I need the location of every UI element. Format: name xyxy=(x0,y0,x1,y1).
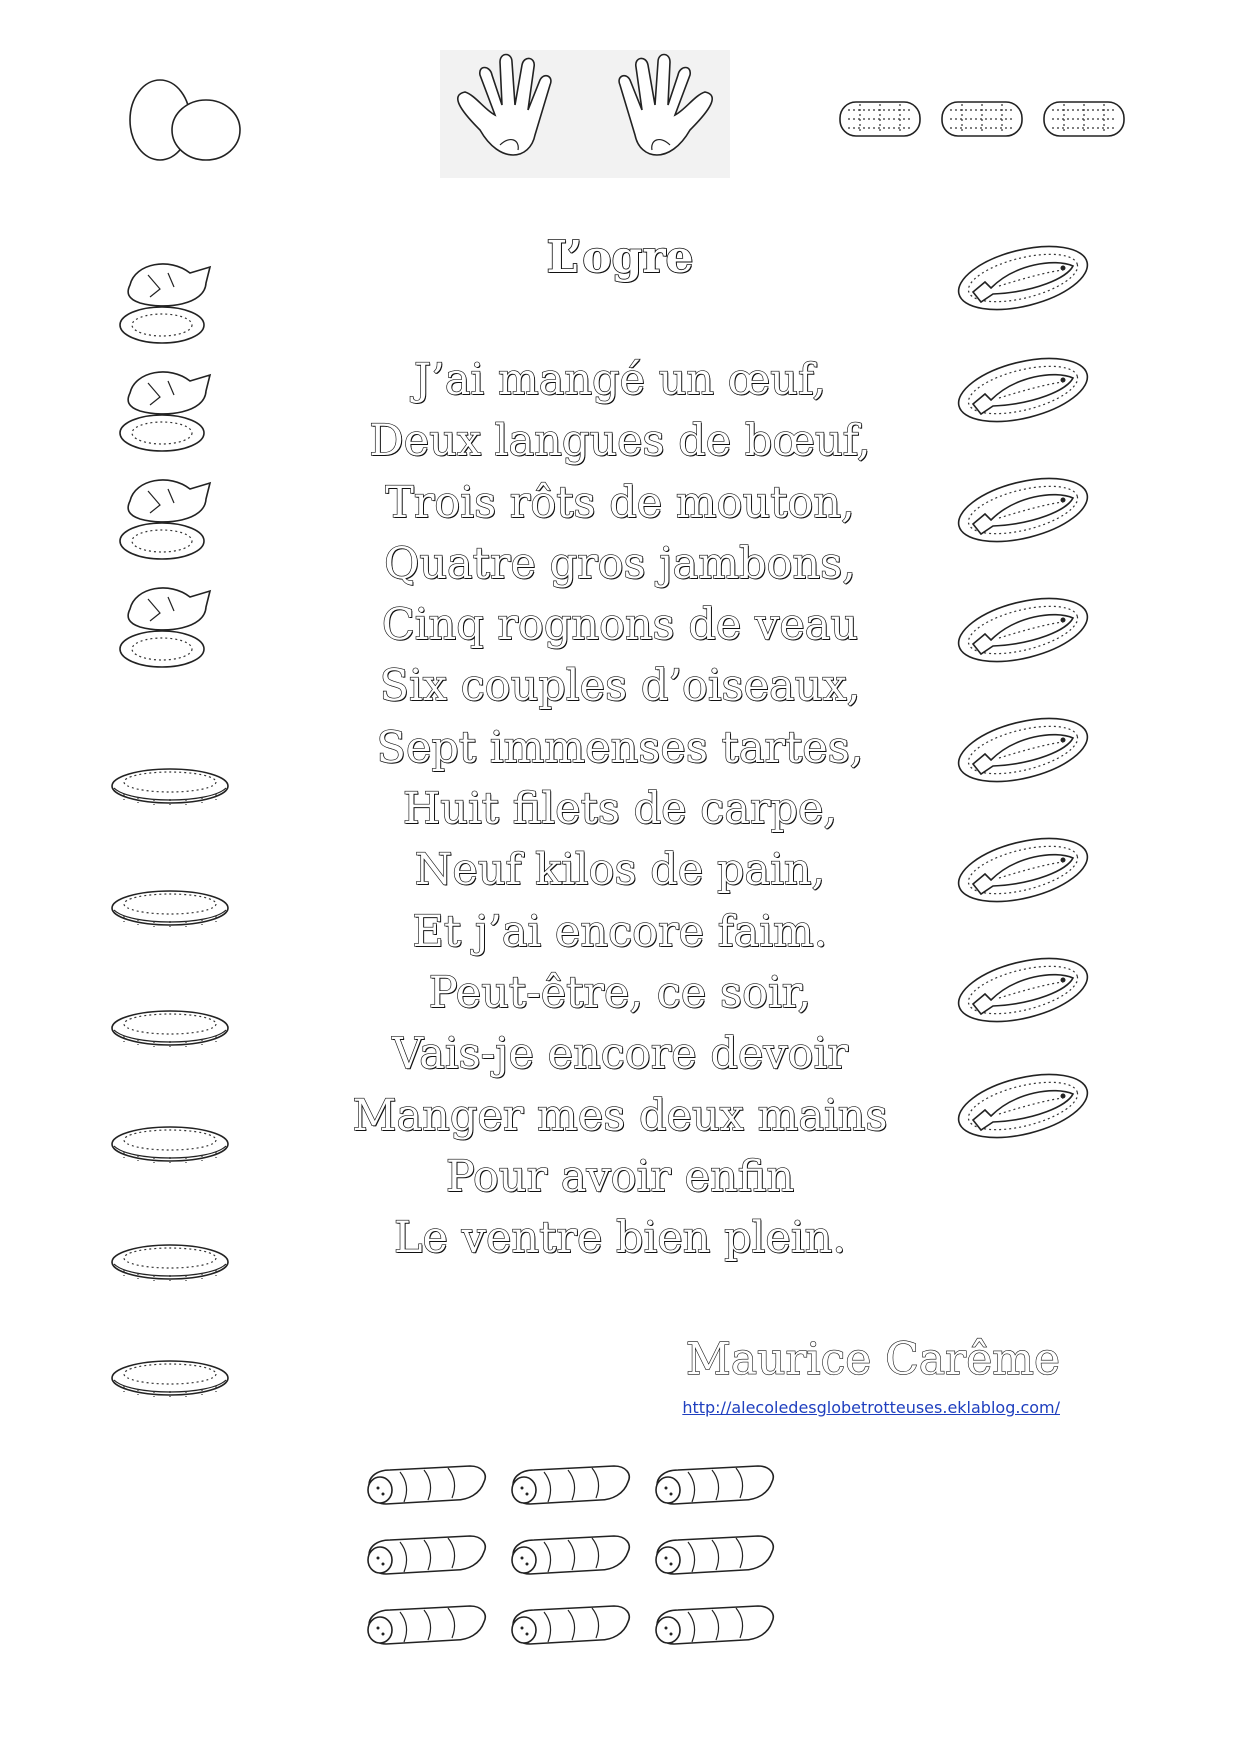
source-link[interactable]: http://alecoledesglobetrotteuses.eklablog.com/ xyxy=(682,1398,1060,1417)
poem-body xyxy=(300,350,940,1269)
bread-loaf-icon xyxy=(360,1600,490,1650)
poem-line: Cinq rognons de veau xyxy=(381,600,859,651)
fish-plate-icon xyxy=(955,592,1095,667)
bread-loaf-icon xyxy=(504,1460,634,1510)
bread-loaf-icon xyxy=(648,1600,778,1650)
bread-loaf-icon xyxy=(504,1530,634,1580)
tart-icon xyxy=(110,1352,235,1400)
poem-line: Trois rôts de mouton, xyxy=(385,477,855,528)
poem-line: Sept immenses tartes, xyxy=(376,722,864,773)
tart-icon xyxy=(110,1118,235,1166)
fish-plate-icon xyxy=(955,1068,1095,1143)
poem-line: Peut-être, ce soir, xyxy=(428,967,812,1018)
fish-plate-icon xyxy=(955,952,1095,1027)
poem-line: J’ai mangé un œuf, xyxy=(413,355,827,405)
poem-line: Six couples d’oiseaux, xyxy=(379,661,861,712)
poem-line: Deux langues de bœuf, xyxy=(369,416,871,467)
fish-plate-icon xyxy=(955,712,1095,787)
bread-loaf-icon xyxy=(648,1530,778,1580)
tart-icon xyxy=(110,1002,235,1050)
poem-line: Neuf kilos de pain, xyxy=(414,845,826,896)
tart-icon xyxy=(110,882,235,930)
poem-line: Manger mes deux mains xyxy=(352,1090,888,1141)
tart-icon xyxy=(110,1236,235,1284)
fish-plate-icon xyxy=(955,832,1095,907)
bread-loaf-icon xyxy=(360,1460,490,1510)
egg-icon xyxy=(118,72,248,167)
bread-loaf-icon xyxy=(648,1460,778,1510)
ham-icon xyxy=(110,471,220,561)
ham-icon xyxy=(110,579,220,669)
poem-line: Quatre gros jambons, xyxy=(384,538,856,589)
poem-line: Pour avoir enfin xyxy=(445,1151,795,1202)
ham-icon xyxy=(110,255,220,345)
bread-loaf-icon xyxy=(504,1600,634,1650)
poem-line: Le ventre bien plein. xyxy=(394,1213,846,1264)
poem-line: Et j’ai encore faim. xyxy=(412,906,828,957)
bread-loaf-icon xyxy=(360,1530,490,1580)
fish-plate-icon xyxy=(955,472,1095,547)
ham-icon xyxy=(110,363,220,453)
author-name: Maurice Carême xyxy=(685,1334,1060,1385)
poem-line: Vais-je encore devoir xyxy=(392,1029,848,1080)
beef-tongue-icon xyxy=(838,96,1138,144)
poem-title: L’ogre xyxy=(546,232,694,283)
fish-plate-icon xyxy=(955,352,1095,427)
hands-icon xyxy=(440,50,730,178)
tart-icon xyxy=(110,760,235,808)
fish-plate-icon xyxy=(955,240,1095,315)
poem-line: Huit filets de carpe, xyxy=(402,784,838,835)
